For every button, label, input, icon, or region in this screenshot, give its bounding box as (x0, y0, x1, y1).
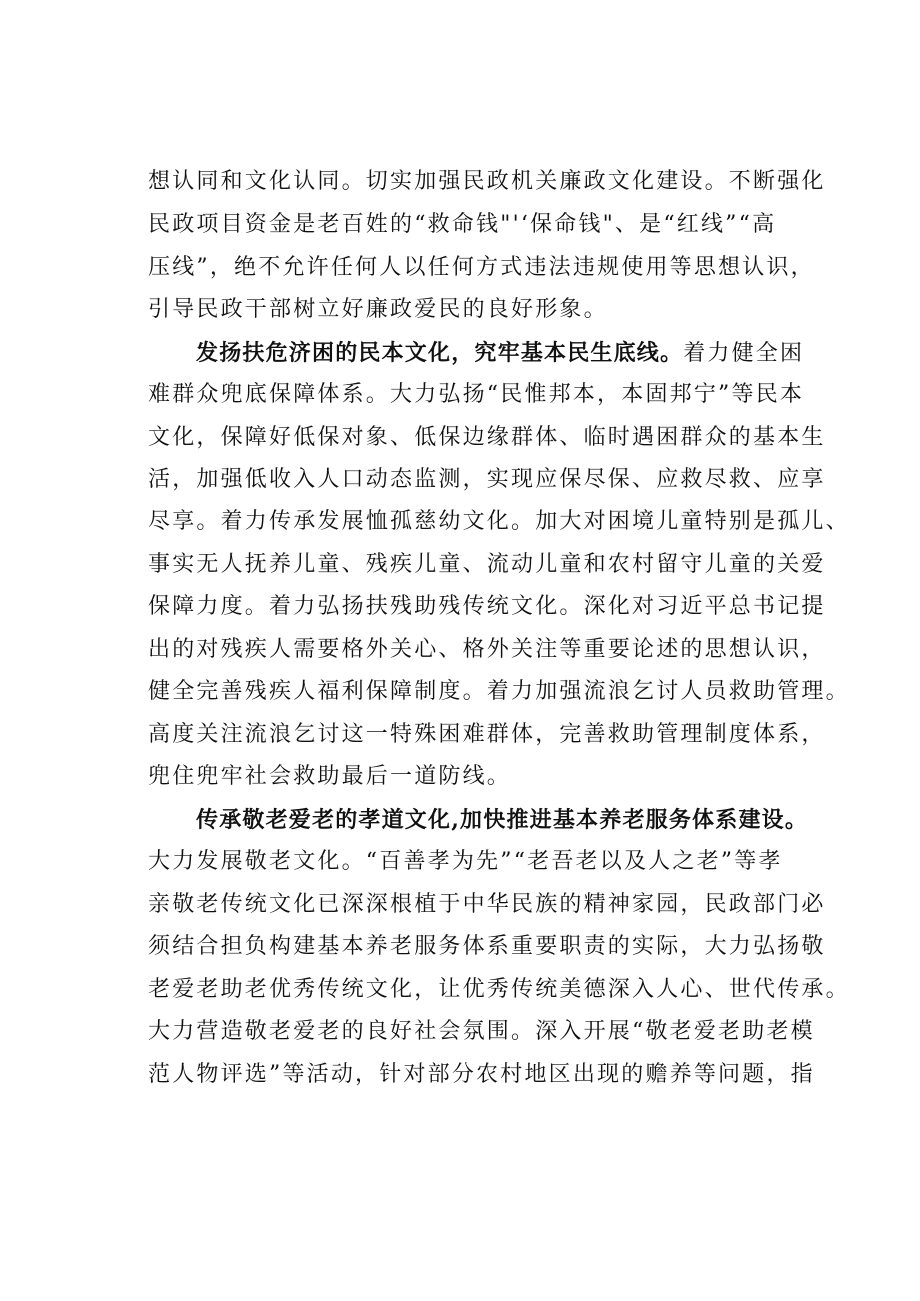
text-line: 尽享。着力传承发展恤孤慈幼文化。加大对困境儿童特别是孤儿、 (148, 509, 850, 534)
text-line: 大力发展敬老文化。“百善孝为先”“老吾老以及人之老”等孝 (148, 849, 783, 874)
text-line: 出的对残疾人需要格外关心、格外关注等重要论述的思想认识， (148, 637, 826, 662)
text-line: 范人物评选”等活动，针对部分农村地区出现的赡养等问题，指 (148, 1062, 815, 1087)
text-line: 想认同和文化认同。切实加强民政机关廉政文化建设。不断强化 (148, 169, 826, 194)
text-line: 事实无人抚养儿童、残疾儿童、流动儿童和农村留守儿童的关爱 (148, 552, 826, 577)
text-line: 健全完善残疾人福利保障制度。着力加强流浪乞讨人员救助管理。 (148, 679, 850, 704)
text-line: 压线”，绝不允许任何人以任何方式违法违规使用等思想认识， (148, 255, 815, 280)
text-line: 老爱老助老优秀传统文化，让优秀传统美德深入人心、世代传承。 (148, 977, 850, 1002)
text-line: 活，加强低收入人口动态监测，实现应保尽保、应救尽救、应享 (148, 467, 826, 492)
text-line: 文化，保障好低保对象、低保边缘群体、临时遇困群众的基本生 (148, 425, 826, 450)
paragraph-heading: 传承敬老爱老的孝道文化,加快推进基本养老服务体系建设。 (196, 807, 809, 833)
paragraph-first-line (196, 339, 808, 367)
text-line: 兜住兜牢社会救助最后一道防线。 (148, 764, 512, 789)
text-line: 保障力度。着力弘扬扶残助残传统文化。深化对习近平总书记提 (148, 594, 826, 619)
text-line: 高度关注流浪乞讨这一特殊困难群体，完善救助管理制度体系， (148, 722, 826, 747)
paragraph-heading: 发扬扶危济困的民本文化，究牢基本民生底线。 (196, 340, 684, 366)
text-line: 亲敬老传统文化已深深根植于中华民族的精神家园，民政部门必 (148, 892, 826, 917)
text-span: 着力健全困 (683, 341, 805, 366)
text-line: 引导民政干部树立好廉政爱民的良好形象。 (148, 297, 608, 322)
text-line: 民政项目资金是老百姓的“救命钱"'‘保命钱"、是“红线”“高 (148, 212, 777, 237)
text-line: 难群众兜底保障体系。大力弘扬“民惟邦本，本固邦宁”等民本 (148, 382, 805, 407)
text-line: 须结合担负构建基本养老服务体系重要职责的实际，大力弘扬敬 (148, 934, 826, 959)
text-line: 大力营造敬老爱老的良好社会氛围。深入开展“敬老爱老助老模 (148, 1019, 815, 1044)
